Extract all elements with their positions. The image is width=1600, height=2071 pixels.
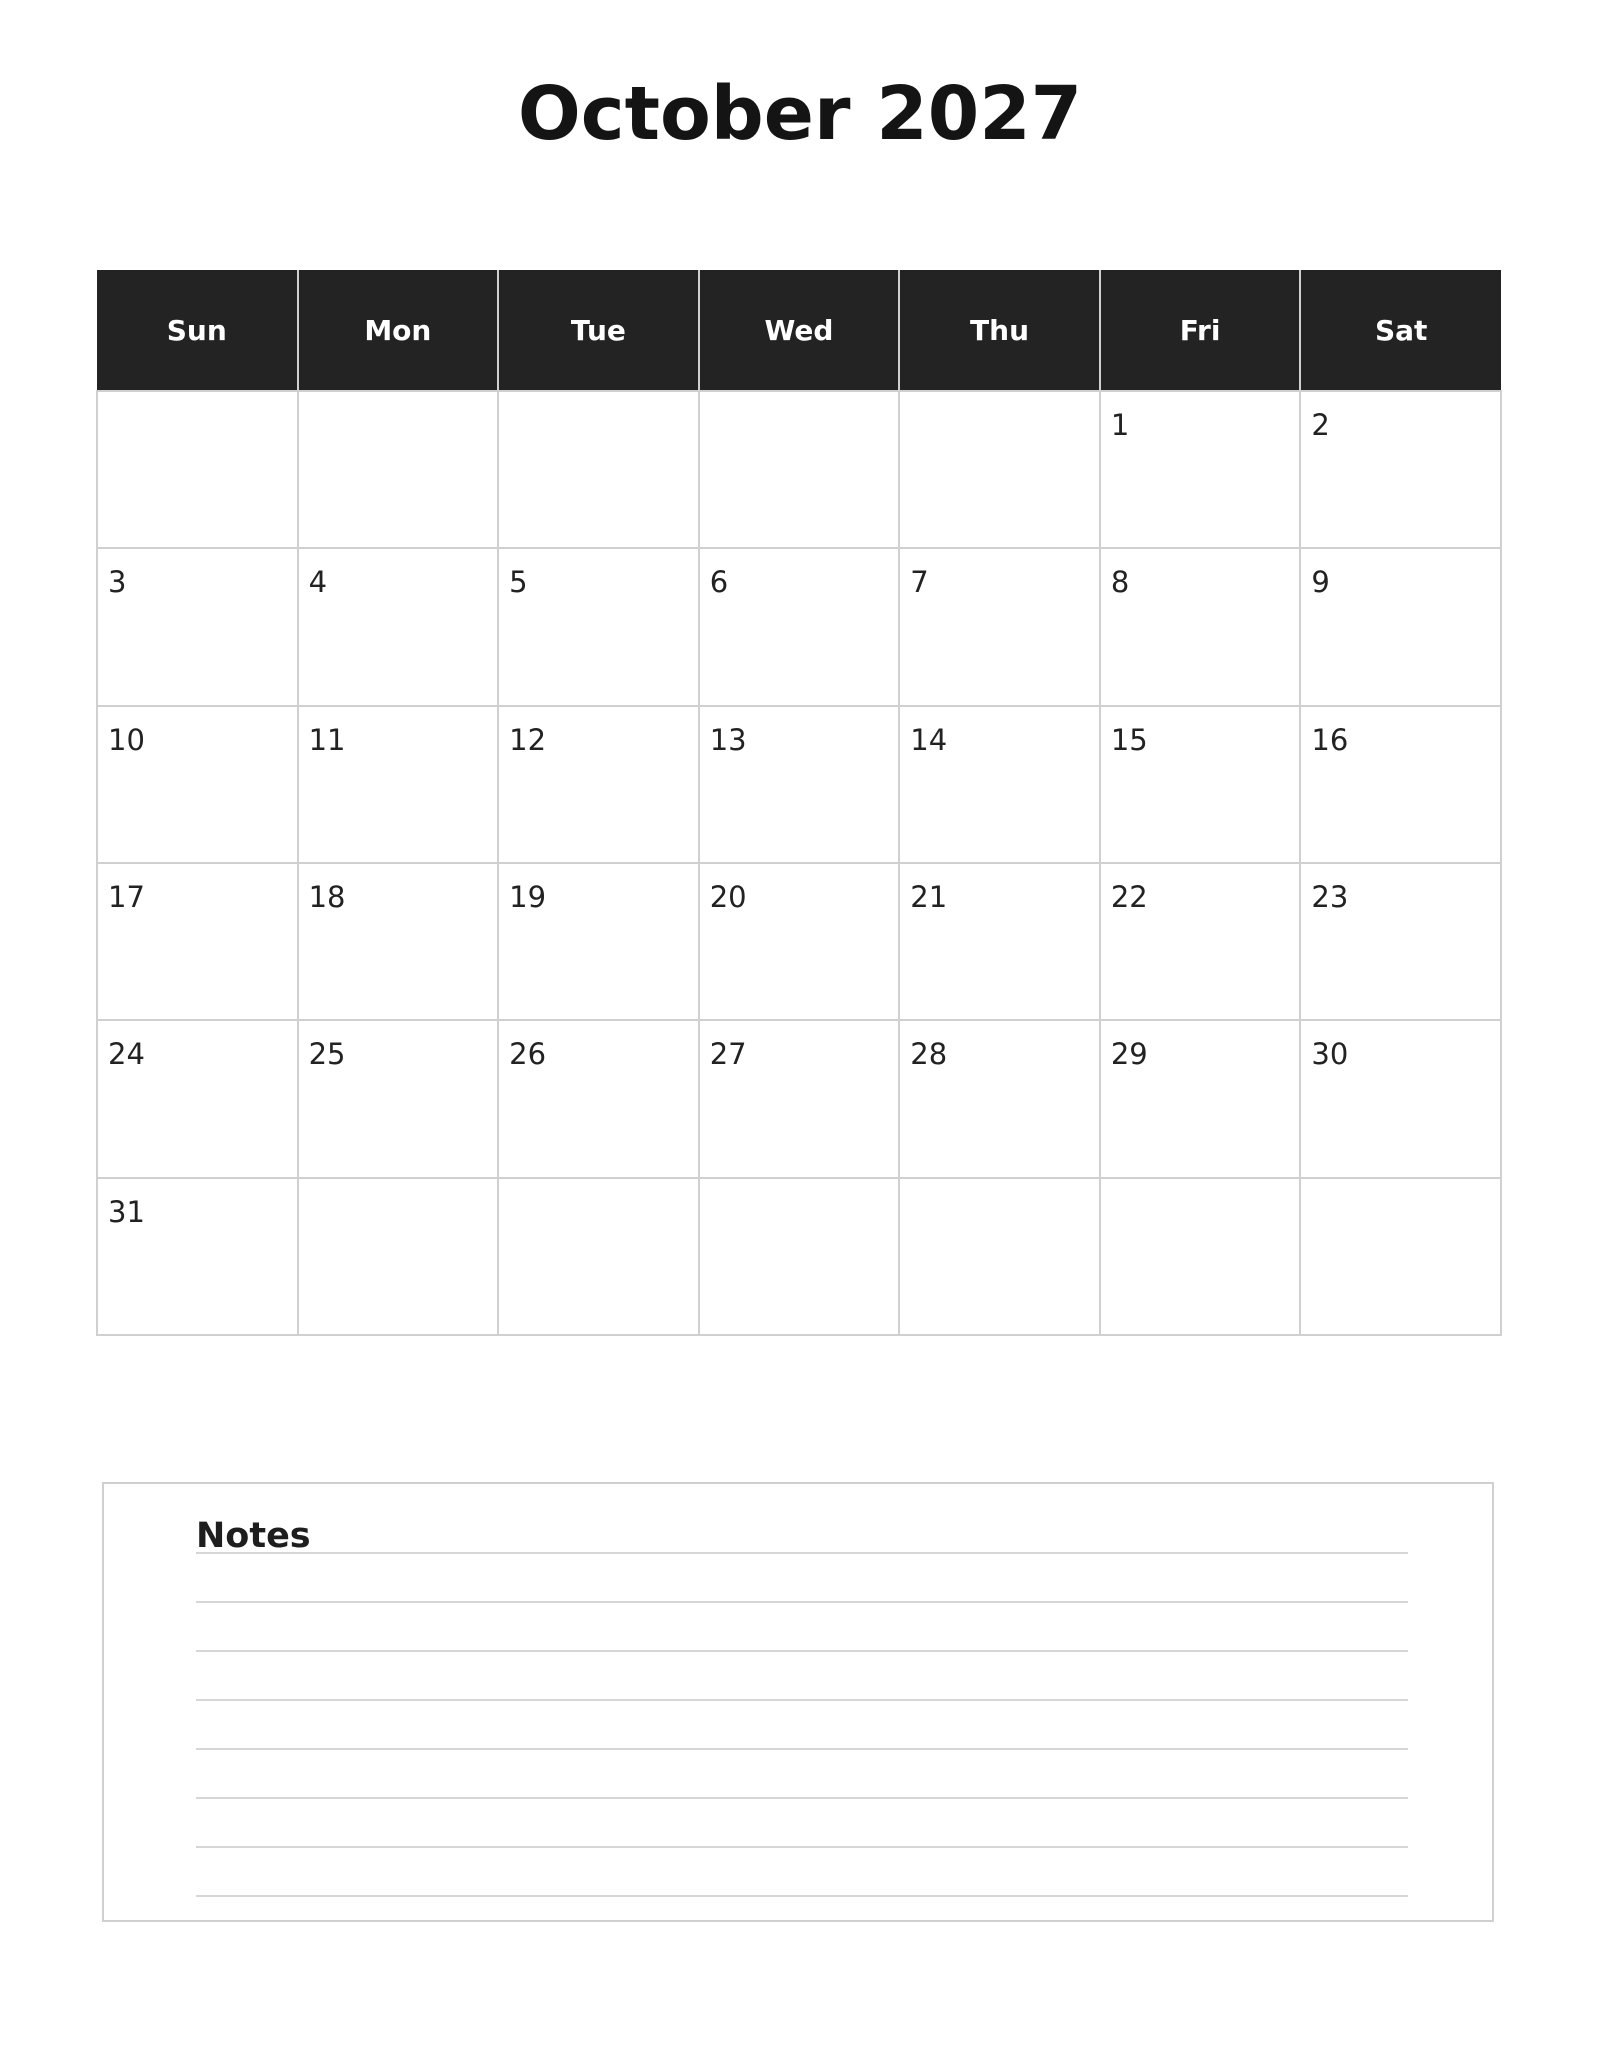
day-cell[interactable] (97, 1020, 298, 1177)
calendar-grid (96, 270, 1502, 1336)
day-number: 23 (1311, 879, 1349, 914)
day-cell[interactable] (1100, 706, 1301, 863)
day-cell[interactable] (899, 863, 1100, 1020)
day-number: 1 (1110, 408, 1130, 442)
day-cell[interactable] (899, 391, 1100, 548)
day-number: 5 (509, 565, 528, 600)
day-cell[interactable] (498, 391, 699, 548)
notes-section (102, 1482, 1494, 1922)
day-cell[interactable] (699, 706, 900, 863)
day-number: 2 (1311, 408, 1330, 442)
day-number: 3 (108, 565, 127, 600)
note-line[interactable] (196, 1650, 1408, 1652)
day-number: 17 (108, 879, 145, 914)
day-cell[interactable] (699, 1178, 900, 1335)
day-number: 4 (308, 565, 328, 600)
week-row (97, 863, 1501, 1020)
weekday-header-fri: Fri (1100, 270, 1301, 391)
week-row (97, 706, 1501, 863)
week-row (97, 548, 1501, 705)
day-cell[interactable] (97, 391, 298, 548)
note-line[interactable] (196, 1797, 1408, 1799)
day-cell[interactable] (298, 1178, 499, 1335)
day-cell[interactable] (498, 548, 699, 705)
day-number: 11 (308, 722, 346, 757)
day-cell[interactable] (1300, 1178, 1501, 1335)
week-row (97, 1020, 1501, 1177)
page-title: October 2027 (517, 71, 1083, 157)
day-number: 30 (1311, 1037, 1349, 1072)
day-cell[interactable] (298, 1020, 499, 1177)
note-line[interactable] (196, 1699, 1408, 1701)
day-cell[interactable] (498, 863, 699, 1020)
day-cell[interactable] (699, 391, 900, 548)
note-line[interactable] (196, 1748, 1408, 1750)
day-cell[interactable] (1100, 548, 1301, 705)
day-number: 10 (108, 722, 145, 757)
day-cell[interactable] (1300, 1020, 1501, 1177)
day-number: 29 (1110, 1037, 1148, 1072)
day-cell[interactable] (97, 863, 298, 1020)
day-number: 26 (509, 1037, 547, 1072)
day-cell[interactable] (498, 1020, 699, 1177)
day-number: 8 (1110, 565, 1130, 600)
day-cell[interactable] (97, 706, 298, 863)
day-number: 22 (1110, 879, 1148, 914)
day-number: 25 (308, 1037, 346, 1072)
day-cell[interactable] (699, 1020, 900, 1177)
notes-title: Notes (196, 1516, 311, 1556)
note-line[interactable] (196, 1895, 1408, 1897)
day-number: 9 (1311, 565, 1330, 600)
day-cell[interactable] (899, 706, 1100, 863)
day-number: 24 (108, 1037, 145, 1072)
day-cell[interactable] (1300, 863, 1501, 1020)
day-cell[interactable] (1300, 706, 1501, 863)
day-cell[interactable] (699, 548, 900, 705)
day-number: 21 (910, 879, 948, 914)
day-cell[interactable] (1100, 1178, 1301, 1335)
day-number: 16 (1311, 722, 1349, 757)
day-cell[interactable] (97, 548, 298, 705)
weekday-header-sat: Sat (1300, 270, 1501, 391)
note-line[interactable] (196, 1552, 1408, 1554)
day-cell[interactable] (1300, 548, 1501, 705)
weekday-header-tue: Tue (498, 270, 699, 391)
day-number: 14 (910, 722, 948, 757)
day-number: 13 (709, 722, 747, 757)
day-number: 6 (709, 565, 729, 600)
note-line[interactable] (196, 1846, 1408, 1848)
day-cell[interactable] (899, 548, 1100, 705)
day-number: 7 (910, 565, 929, 600)
day-cell[interactable] (498, 706, 699, 863)
day-cell[interactable] (298, 706, 499, 863)
day-number: 20 (709, 879, 747, 914)
day-number: 28 (910, 1037, 948, 1072)
day-number: 12 (509, 722, 547, 757)
day-cell[interactable] (498, 1178, 699, 1335)
day-number: 31 (108, 1194, 145, 1229)
weekday-header-mon: Mon (298, 270, 499, 391)
day-cell[interactable] (1100, 863, 1301, 1020)
day-cell[interactable] (1100, 391, 1301, 548)
week-row (97, 1178, 1501, 1335)
day-number: 18 (308, 879, 346, 914)
weekday-header-sun: Sun (97, 270, 298, 391)
week-row (97, 391, 1501, 548)
day-cell[interactable] (1300, 391, 1501, 548)
day-cell[interactable] (97, 1178, 298, 1335)
note-line[interactable] (196, 1601, 1408, 1603)
day-cell[interactable] (298, 391, 499, 548)
day-cell[interactable] (1100, 1020, 1301, 1177)
day-cell[interactable] (298, 548, 499, 705)
day-cell[interactable] (699, 863, 900, 1020)
weekday-header-wed: Wed (699, 270, 900, 391)
weekday-header-row (97, 270, 1501, 391)
day-cell[interactable] (899, 1178, 1100, 1335)
day-number: 27 (709, 1037, 747, 1072)
day-cell[interactable] (298, 863, 499, 1020)
day-number: 15 (1110, 722, 1148, 757)
day-cell[interactable] (899, 1020, 1100, 1177)
weekday-header-thu: Thu (899, 270, 1100, 391)
day-number: 19 (509, 879, 547, 914)
